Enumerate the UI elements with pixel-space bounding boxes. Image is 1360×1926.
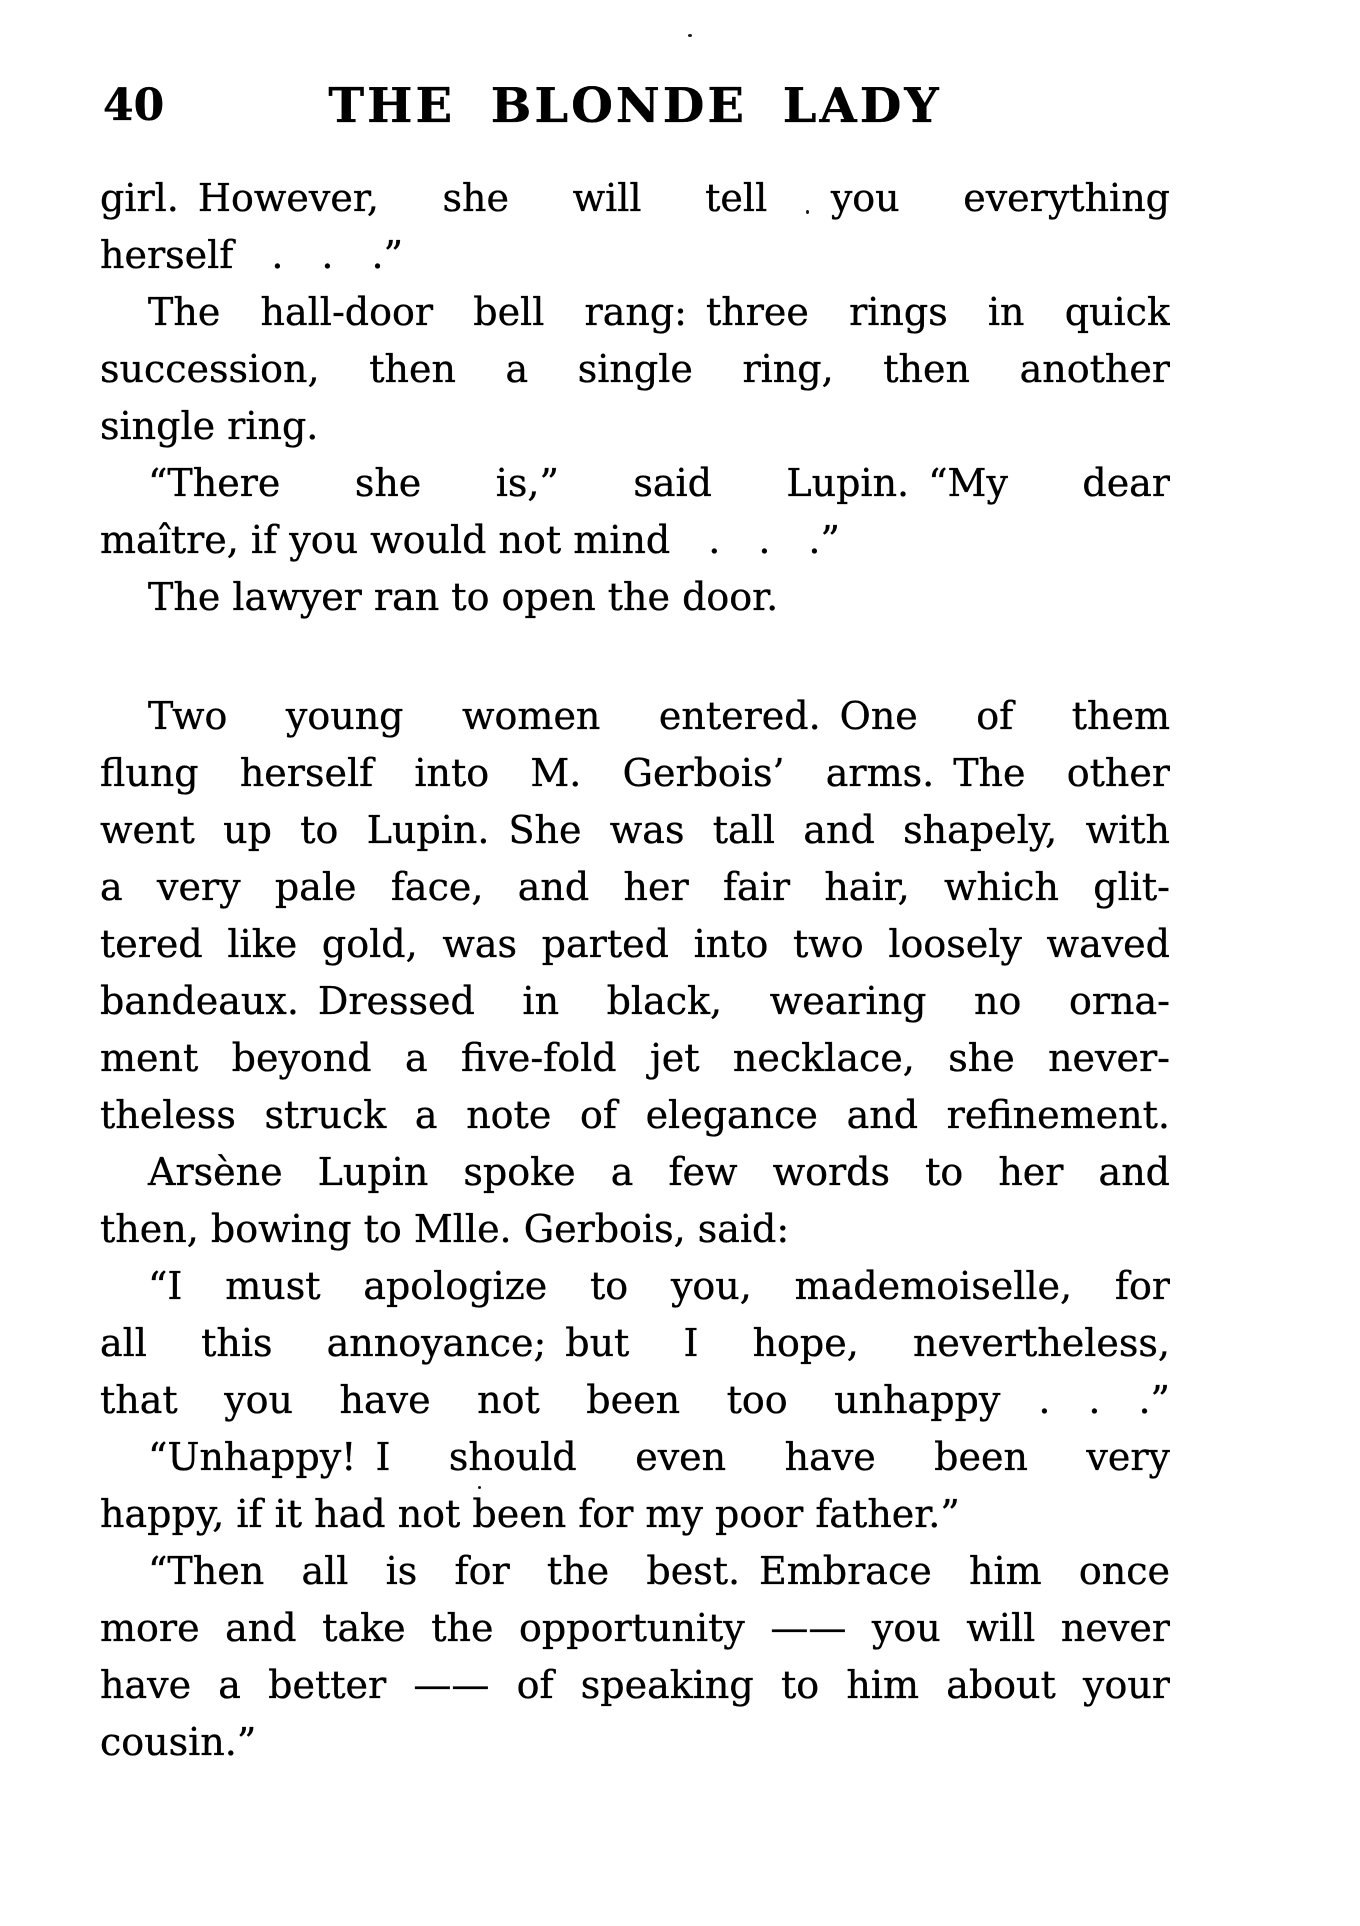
text-line: The lawyer ran to open the door. [148, 575, 779, 619]
text-line: flung herself into M. Gerbois’ arms. The other [100, 751, 1170, 795]
text-line: “Unhappy! I should even have been very [148, 1435, 1170, 1479]
page-number: 40 [103, 80, 165, 131]
text-line: went up to Lupin. She was tall and shapely, with [100, 808, 1170, 852]
text-line: theless struck a note of elegance and refinement. [100, 1093, 1170, 1137]
text-line: girl. However, she will tell you everything [100, 176, 1170, 220]
text-line: all this annoyance; but I hope, nevertheless, [100, 1321, 1170, 1365]
text-line: “There she is,” said Lupin. “My dear [148, 461, 1170, 505]
text-line: that you have not been too unhappy . . .” [100, 1378, 1170, 1422]
body-text [100, 170, 1170, 1771]
text-line: succession, then a single ring, then another [100, 347, 1170, 391]
text-line: happy, if it had not been for my poor father.” [100, 1492, 960, 1536]
text-line: then, bowing to Mlle. Gerbois, said: [100, 1207, 790, 1251]
text-line: Two young women entered. One of them [148, 694, 1170, 738]
text-line: have a better —— of speaking to him about your [100, 1663, 1170, 1707]
text-line: ment beyond a five-fold jet necklace, she never- [100, 1036, 1170, 1080]
text-line: cousin.” [100, 1720, 257, 1764]
text-line: “I must apologize to you, mademoiselle, for [148, 1264, 1170, 1308]
text-line: tered like gold, was parted into two loosely waved [100, 922, 1170, 966]
text-line: a very pale face, and her fair hair, which glit- [100, 865, 1170, 909]
text-line: bandeaux. Dressed in black, wearing no orna- [100, 979, 1170, 1023]
scan-speck [688, 34, 692, 37]
text-line: more and take the opportunity —— you will never [100, 1606, 1170, 1650]
text-line: single ring. [100, 404, 319, 448]
text-line: maître, if you would not mind . . .” [100, 518, 840, 562]
text-line: The hall-door bell rang: three rings in quick [148, 290, 1170, 334]
text-line: herself . . .” [100, 233, 403, 277]
text-line: Arsène Lupin spoke a few words to her and [148, 1150, 1170, 1194]
text-line: “Then all is for the best. Embrace him once [148, 1549, 1170, 1593]
page-title: THE BLONDE LADY [328, 78, 942, 134]
